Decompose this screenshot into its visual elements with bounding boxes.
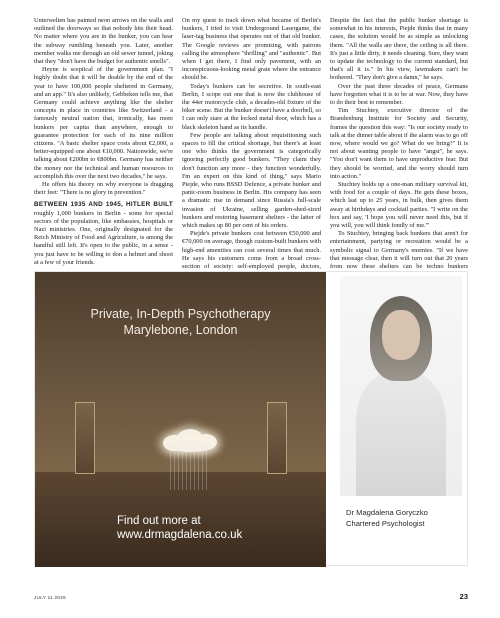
section-subhead: BETWEEN 1935 AND 1945, HITLER BUILT: [34, 201, 173, 209]
ad-room-cloud-image: [35, 272, 326, 567]
paragraph: Unterwelten has painted neon arrows on the walls and outlined the doorways so that nobody hits their head. No matter where you are in the bunker, you can hear the subway rumbling beneath you. Later, another member walks me through an old sewer tunnel, joking that they "don't have the budget for authentic smells".: [34, 17, 173, 66]
cloud-icon: [155, 427, 225, 453]
psychologist-role: Chartered Psychologist: [346, 519, 425, 528]
paragraph: Few people are talking about requisitioning such spaces to fill the critical shortage, but there's at least one who thinks the government is categorically ignoring perfectly good bunkers. "They claim they don't function any more - they function wonderfully. I'm an expert on this kind of thing," says Mario Piejde, who runs BSSD Defence, a private bunker and panic-room business in Berlin. His company has seen a dramatic rise in demand since Russia's full-scale invasion of Ukraine, selling garden-shed-sized bunkers and restoring basement shelters - the latter of which makes up 80 per cent of his orders.: [182, 131, 321, 230]
ad-headline: [35, 306, 326, 338]
ad-call-to-action[interactable]: [117, 514, 317, 542]
paragraph: On my quest to track down what became of Berlin's bunkers, I tried to visit Underground Lasergame, the laser-tag business that operates out of that old bunker. The Google reviews are promising, with patrons calling the atmosphere "thrilling" and "authentic". But when I get there, I find only pavement, with an inconspicuous-looking metal grate where the entrance should be.: [182, 17, 321, 82]
final-paragraph-text: To Stuchtey, bringing back bunkers that aren't for entertainment, partying or recreation would be a symbolic signal to Germany's enemies. "If we have that message clear, then it will turn out that 20 years from now these shelters can be techno bunkers: [330, 230, 468, 271]
psychologist-caption: [346, 507, 428, 529]
psychotherapy-advertisement[interactable]: [34, 271, 468, 566]
ad-cta-line-1: Find out more at: [117, 515, 201, 527]
ad-headline-line-1: Private, In-Depth Psychotherapy: [90, 307, 271, 321]
footer-date: JULY 11 2026: [34, 595, 66, 600]
paragraph: Today's bunkers can be secretive. In south-east Berlin, I scope out one that is now the clubhouse of the 44er motorcycle club, a decades-old fixture of the biker scene. But the bunker doesn't have a doorbell, so I can only stare at the locked metal door, which has a black skeleton hand as its handle.: [182, 82, 321, 131]
article-column-3: [330, 17, 468, 280]
portrait-face: [382, 310, 420, 360]
article-column-2: [182, 17, 321, 280]
paragraph: Stuchtey holds up a one-man military survival kit, with food for a couple of days. He gets these boxes, which last up to 25 years, in bulk, then gives them away at birthdays and cocktail parties. "I write on the box and say, 'I hope you will never need this, but if you will, you will think fondly of me.'": [330, 181, 468, 230]
psychologist-name: Dr Magdalena Goryczko: [346, 508, 428, 517]
subhead-continuation: roughly 1,000 bunkers in Berlin - some for special sectors of the population, like embassies, hospitals or Nazi ministries. One, originally designated for the Reich Ministry of Food and Agriculture, is among the handful still left. It's open to the public, in a sense - you just have to be willing to don a helmet and shoot at a few of your friends.: [34, 209, 173, 266]
ad-headline-line-2: Marylebone, London: [123, 323, 238, 337]
article-column-1: [34, 17, 173, 266]
paragraph: He offers his theory on why everyone is dragging their feet: "There is no glory in prevention.": [34, 181, 173, 197]
portrait-body: [356, 372, 446, 496]
ad-website-link[interactable]: www.drmagdalena.co.uk: [117, 529, 243, 541]
paragraph: Piejde's private bunkers cost between €50,000 and €70,000 on average, though custom-built bunkers with high-end amenities can cost several times that much. He says his customers come from a broad cross-section of society: self-employed people, doctors,: [182, 230, 321, 271]
psychologist-portrait: [340, 276, 462, 496]
paragraph: Tim Stuchtey, executive director of the Brandenburg Institute for Society and Security, frames the question this way: "Is our society ready to talk at the dinner table about if the alarm was to go off now, where would we go? What do we bring?" It is not about wanting people to have "angst", he says. "You don't want them to have unproductive fear. But they should be worried, and the worry should turn into action.": [330, 107, 468, 180]
paragraph: [34, 201, 173, 267]
cloud-rain: [170, 450, 210, 490]
paragraph: Despite the fact that the public bunker shortage is somewhat in his interests, Piejde thinks that in many cases, the solution would be as simple as unlocking them. "All the walls are there, the ceiling is all there. It's just a little dirty, it needs cleaning. Sure, they want to update the technology to the current standard, but that's all it is." In his view, lawmakers can't be bothered. "They don't give a damn," he says.: [330, 17, 468, 82]
room-door-right: [267, 402, 287, 474]
paragraph: Over the past three decades of peace, Germans have forgotten what it is to be at war. Now, they have to do their best to remember.: [330, 82, 468, 107]
page-number: 23: [459, 592, 468, 601]
paragraph: Heyne is sceptical of the government plan. "I highly doubt that it will be doable by the end of the year to have 100,000 people sheltered in Germany, and an app." It's also unlikely, Gebbeken tells me, that Germany could achieve anything like the shelter concepts in place in countries like Switzerland - a famously neutral nation that, ironically, has more bunkers per capita than anywhere, enough to guarantee protection for each of its nine million citizens. "A basic shelter space costs about €2,000, a better-equipped one about €10,000. Nationwide, we're talking about €200bn to €800bn. Germany has neither the money nor the technical and human resources to accomplish this over the next two decades," he says.: [34, 66, 173, 180]
room-door-left: [75, 402, 95, 474]
